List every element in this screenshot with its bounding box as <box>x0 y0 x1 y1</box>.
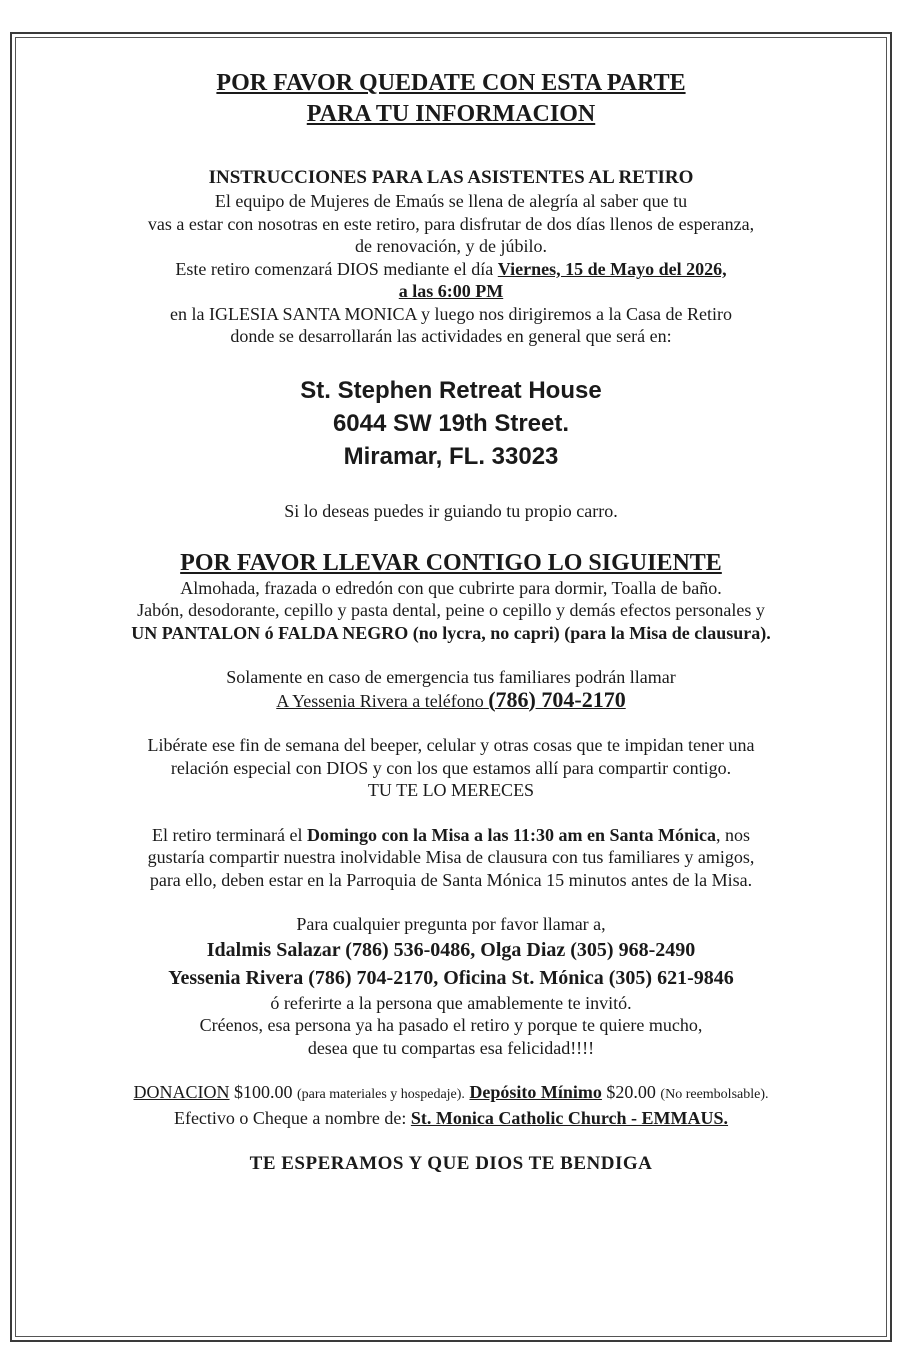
bring-line-3: UN PANTALON ó FALDA NEGRO (no lycra, no capri) (para la Misa de clausura). <box>131 622 771 643</box>
document-content <box>30 68 872 1175</box>
instructions-heading: INSTRUCCIONES PARA LAS ASISTENTES AL RETIRO <box>208 167 694 188</box>
closing-blessing: TE ESPERAMOS Y QUE DIOS TE BENDIGA <box>249 1153 653 1174</box>
address-name: St. Stephen Retreat House <box>300 376 602 404</box>
emergency-line-1: Solamente en caso de emergencia tus familiares podrán llamar <box>226 667 676 687</box>
donation-line <box>30 1081 872 1107</box>
free-line-1: Libérate ese fin de semana del beeper, celular y otras cosas que te impidan tener una <box>147 735 755 755</box>
questions-line-4: Créenos, esa persona ya ha pasado el retiro y porque te quiere mucho, <box>199 1015 703 1035</box>
end-line-2: gustaría compartir nuestra inolvidable Misa de clausura con tus familiares y amigos, <box>147 847 755 867</box>
end-bold: Domingo con la Misa a las 11:30 am en Santa Mónica <box>306 824 716 845</box>
location-line-1: en la IGLESIA SANTA MONICA y luego nos dirigiremos a la Casa de Retiro <box>170 303 732 324</box>
start-prefix: Este retiro comenzará DIOS mediante el día <box>175 258 498 279</box>
questions-line-5: desea que tu compartas esa felicidad!!!! <box>307 1037 595 1058</box>
questions-intro: Para cualquier pregunta por favor llamar a, <box>296 914 606 934</box>
title-line-2: PARA TU INFORMACION <box>306 101 596 127</box>
start-time: a las 6:00 PM <box>398 281 504 301</box>
instructions-paragraph <box>30 190 872 348</box>
bring-title: POR FAVOR LLEVAR CONTIGO LO SIGUIENTE <box>180 549 722 576</box>
start-line <box>30 258 872 281</box>
bring-list <box>30 577 872 645</box>
deposit-note: (No reembolsable). <box>660 1087 769 1102</box>
payee-prefix: Efectivo o Cheque a nombre de: <box>173 1107 411 1128</box>
questions-line-3: ó referirte a la persona que amablemente te invitó. <box>270 992 632 1013</box>
retreat-address <box>30 374 872 473</box>
car-note: Si lo deseas puedes ir guiando tu propio carro. <box>284 500 618 521</box>
questions-paragraph <box>30 913 872 1059</box>
title-line-1: POR FAVOR QUEDATE CON ESTA PARTE <box>216 70 686 96</box>
intro-line-2: vas a estar con nosotras en este retiro, para disfrutar de dos días llenos de esperanza, <box>147 213 755 234</box>
free-yourself-paragraph <box>30 734 872 802</box>
bring-line-2: Jabón, desodorante, cepillo y pasta dental, peine o cepillo y demás efectos personales y <box>137 600 765 620</box>
start-date: Viernes, 15 de Mayo del 2026, <box>497 258 727 279</box>
address-street: 6044 SW 19th Street. <box>332 409 570 437</box>
free-line-3: TU TE LO MERECES <box>367 780 535 800</box>
free-line-2: relación especial con DIOS y con los que estamos allí para compartir contigo. <box>170 757 732 778</box>
end-prefix: El retiro terminará el <box>152 824 307 845</box>
intro-line-1: El equipo de Mujeres de Emaús se llena de alegría al saber que tu <box>214 191 688 211</box>
bring-line-1: Almohada, frazada o edredón con que cubrirte para dormir, Toalla de baño. <box>180 577 722 598</box>
contacts-line-2: Yessenia Rivera (786) 704-2170, Oficina St. Mónica (305) 621-9846 <box>168 966 734 989</box>
deposit-label: Depósito Mínimo <box>469 1082 602 1102</box>
page-title <box>30 68 872 130</box>
intro-line-3: de renovación, y de júbilo. <box>355 236 547 256</box>
payee-name: St. Monica Catholic Church - EMMAUS. <box>410 1107 729 1128</box>
end-line-1 <box>30 824 872 847</box>
deposit-amount: $20.00 <box>601 1082 661 1102</box>
location-line-2: donde se desarrollarán las actividades en general que será en: <box>230 326 672 346</box>
emergency-prefix: A Yessenia Rivera a teléfono <box>276 690 489 711</box>
closing-mass-paragraph <box>30 824 872 892</box>
donation-info <box>30 1081 872 1129</box>
donation-amount: $100.00 <box>229 1082 297 1102</box>
emergency-phone: (786) 704-2170 <box>488 686 626 712</box>
emergency-contact <box>30 666 872 712</box>
donation-label: DONACION <box>133 1082 230 1102</box>
address-city: Miramar, FL. 33023 <box>343 442 559 470</box>
donation-note: (para materiales y hospedaje). <box>297 1087 465 1102</box>
end-suffix: , nos <box>715 824 750 845</box>
payee-line <box>30 1107 872 1130</box>
emergency-line-2 <box>30 686 872 713</box>
contacts-line-1: Idalmis Salazar (786) 536-0486, Olga Diaz (305) 968-2490 <box>206 938 696 961</box>
end-line-3: para ello, deben estar en la Parroquia de Santa Mónica 15 minutos antes de la Misa. <box>149 869 753 890</box>
